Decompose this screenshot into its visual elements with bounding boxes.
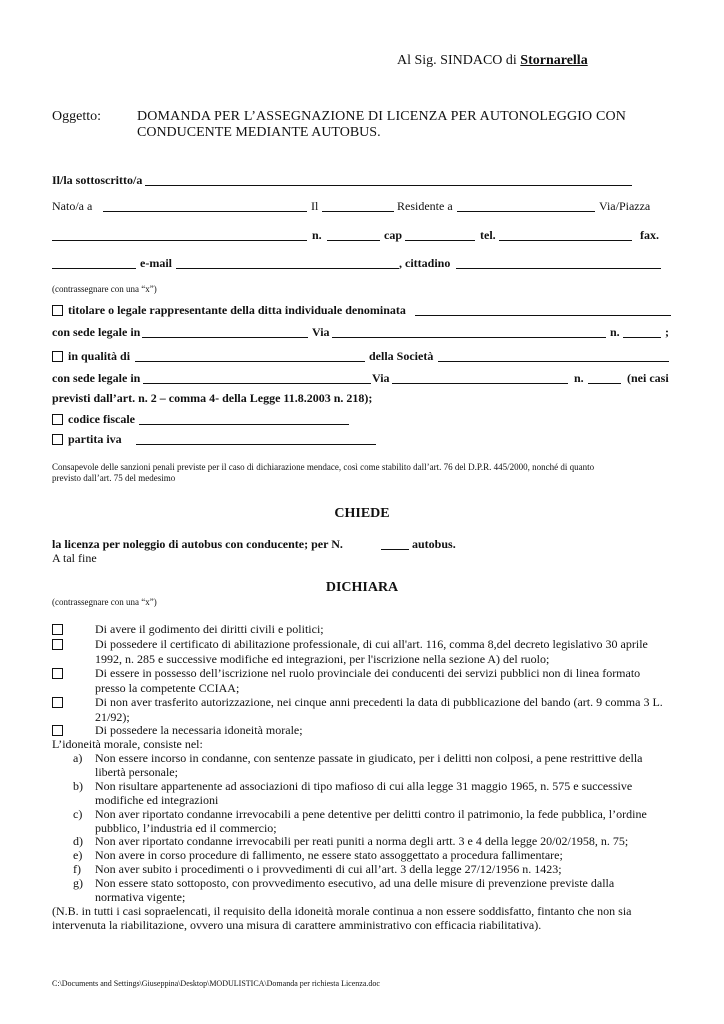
declare-item-3b: presso la competente CCIAA; [95, 681, 240, 695]
awareness-line-1: Consapevole delle sanzioni penali previste per il caso di dichiarazione mendace, così come stabilito dall’art. 76 del D.P.R. 445/2000, nonché di quanto [52, 462, 595, 472]
tel-field[interactable] [499, 240, 632, 241]
n-label-2: n. [574, 371, 584, 385]
resident-field[interactable] [457, 211, 595, 212]
via-field-2[interactable] [392, 383, 568, 384]
fax-label: fax. [640, 228, 659, 242]
declare-item-4: Di non aver trasferito autorizzazione, nei cinque anni precedenti la data di pubblicazione del bando (art. 9 comma 3 L. [95, 695, 663, 709]
via-label-1: Via [312, 325, 330, 339]
tax-code-field[interactable] [139, 424, 349, 425]
subject-line-2: CONDUCENTE MEDIANTE AUTOBUS. [137, 125, 381, 140]
email-field[interactable] [176, 268, 399, 269]
autobus-count-field[interactable] [381, 549, 409, 550]
moral-letter-g: g) [73, 876, 83, 890]
request-license: la licenza per noleggio di autobus con conducente [52, 537, 305, 551]
moral-letter-e: e) [73, 848, 83, 862]
request-title: CHIEDE [334, 506, 390, 521]
company-name-field[interactable] [415, 315, 671, 316]
tax-code-label: codice fiscale [68, 412, 135, 426]
n-end-1: ; [665, 325, 669, 339]
subject-label: Oggetto: [52, 109, 101, 124]
declare-item-2: Di possedere il certificato di abilitazione professionale, di cui all'art. 116, comma 8,del decreto legislativo 30 aprile [95, 637, 648, 651]
undersigned-label: Il/la sottoscritto/a [52, 173, 143, 187]
via-label-2: Via [372, 371, 390, 385]
born-date-label: Il [311, 199, 319, 213]
born-place-field[interactable] [103, 211, 307, 212]
declare-item-2b: 1992, n. 285 e successive modifiche ed integrazioni, per l'iscrizione nella sezione A) del ruolo; [95, 652, 550, 666]
moral-item-c: Non aver riportato condanne irrevocabili a pene detentive per delitti contro il patrimonio, la fede pubblica, l’ordine [95, 807, 647, 821]
tax-code-checkbox[interactable] [52, 414, 63, 425]
moral-item-c2: pubblico, l’industria ed il commercio; [95, 821, 277, 835]
declare-checkbox-2[interactable] [52, 639, 63, 650]
vat-field[interactable] [136, 444, 376, 445]
moral-item-d: Non aver riportato condanne irrevocabili per reati puniti a norma degli artt. 3 e 4 della legge 20/02/1958, n. 75; [95, 834, 629, 848]
citizen-label: , cittadino [399, 256, 451, 270]
society-label: della Società [369, 349, 434, 363]
declare-note: (contrassegnare con una “x”) [52, 597, 157, 607]
request-end: A tal fine [52, 551, 97, 565]
born-label: Nato/a a [52, 199, 93, 213]
seat-field-2[interactable] [143, 383, 371, 384]
via-field-1[interactable] [332, 337, 606, 338]
declare-checkbox-4[interactable] [52, 697, 63, 708]
file-path-footer: C:\Documents and Settings\Giuseppina\Desktop\MODULISTICA\Domanda per richiesta Licenza.doc [52, 979, 380, 988]
n-field-2[interactable] [588, 383, 621, 384]
street-field[interactable] [52, 240, 307, 241]
street-label: Via/Piazza [599, 199, 651, 213]
nb-line-1: (N.B. in tutti i casi sopraelencati, il requisito della idoneità morale continua a non essere soddisfatto, fintanto che non sia [52, 904, 632, 918]
addressee-town: Stornarella [520, 53, 588, 68]
request-autobus: autobus. [412, 537, 456, 551]
subject-line-1: DOMANDA PER L’ASSEGNAZIONE DI LICENZA PER AUTONOLEGGIO CON [137, 109, 626, 124]
moral-item-b: Non risultare appartenente ad associazioni di tipo mafioso di cui alla legge 31 maggio 1965, n. 575 e successive [95, 779, 633, 793]
email-label: e-mail [140, 256, 172, 270]
cap-label: cap [384, 228, 402, 242]
fax-field[interactable] [52, 268, 136, 269]
quality-checkbox[interactable] [52, 351, 63, 362]
law-line: previsti dall’art. n. 2 – comma 4- della Legge 11.8.2003 n. 218); [52, 391, 373, 405]
citizenship-field[interactable] [456, 268, 661, 269]
moral-item-g: Non essere stato sottoposto, con provvedimento esecutivo, ad una delle misure di prevenzione previste dalla [95, 876, 615, 890]
number-field[interactable] [327, 240, 380, 241]
vat-checkbox[interactable] [52, 434, 63, 445]
moral-letter-c: c) [73, 807, 83, 821]
mark-note: (contrassegnare con una “x”) [52, 284, 157, 294]
request-per: ; per N. [304, 537, 343, 551]
moral-item-e: Non avere in corso procedure di fallimento, ne essere stato assoggettato a procedura fallimentare; [95, 848, 563, 862]
declare-item-5: Di possedere la necessaria idoneità morale; [95, 723, 303, 737]
awareness-line-2: previsto dall’art. 75 del medesimo [52, 473, 176, 483]
cases-label: (nei casi [627, 371, 669, 385]
moral-item-g2: normativa vigente; [95, 890, 186, 904]
cap-field[interactable] [405, 240, 475, 241]
society-field[interactable] [438, 361, 669, 362]
moral-intro: L’idoneità morale, consiste nel: [52, 737, 203, 751]
declare-item-1: Di avere il godimento dei diritti civili e politici; [95, 622, 324, 636]
moral-item-a2: libertà personale; [95, 765, 178, 779]
declare-checkbox-1[interactable] [52, 624, 63, 635]
moral-item-a: Non essere incorso in condanne, con sentenze passate in giudicato, per i delitti non colposi, a pene restrittive della [95, 751, 643, 765]
request-line [52, 537, 343, 552]
resident-label: Residente a [397, 199, 453, 213]
seat-label-2: con sede legale in [52, 371, 141, 385]
declare-checkbox-5[interactable] [52, 725, 63, 736]
addressee [397, 53, 588, 69]
moral-letter-d: d) [73, 834, 83, 848]
n-label-1: n. [610, 325, 620, 339]
quality-field[interactable] [135, 361, 365, 362]
number-label: n. [312, 228, 322, 242]
declare-title: DICHIARA [325, 580, 399, 595]
moral-letter-b: b) [73, 779, 83, 793]
owner-label: titolare o legale rappresentante della ditta individuale denominata [68, 303, 406, 317]
quality-label: in qualità di [68, 349, 131, 363]
n-field-1[interactable] [623, 337, 661, 338]
moral-letter-a: a) [73, 751, 83, 765]
undersigned-field[interactable] [145, 185, 632, 186]
moral-item-b2: modifiche ed integrazioni [95, 793, 219, 807]
addressee-prefix: Al Sig. SINDACO di [397, 53, 517, 68]
seat-field-1[interactable] [142, 337, 308, 338]
born-date-field[interactable] [322, 211, 394, 212]
moral-item-f: Non aver subito i procedimenti o i provvedimenti di cui all’art. 3 della legge 27/12/1956 n. 1423; [95, 862, 562, 876]
moral-letter-f: f) [73, 862, 81, 876]
seat-label-1: con sede legale in [52, 325, 141, 339]
tel-label: tel. [480, 228, 496, 242]
vat-label: partita iva [68, 432, 122, 446]
owner-checkbox[interactable] [52, 305, 63, 316]
nb-line-2: intervenuta la riabilitazione, ovvero una misura di carattere amministrativo con efficacia riabilitativa). [52, 918, 542, 932]
declare-item-4b: 21/92); [95, 710, 130, 724]
declare-checkbox-3[interactable] [52, 668, 63, 679]
declare-item-3: Di essere in possesso dell’iscrizione nel ruolo provinciale dei conducenti dei servizi pubblici non di linea formato [95, 666, 641, 680]
